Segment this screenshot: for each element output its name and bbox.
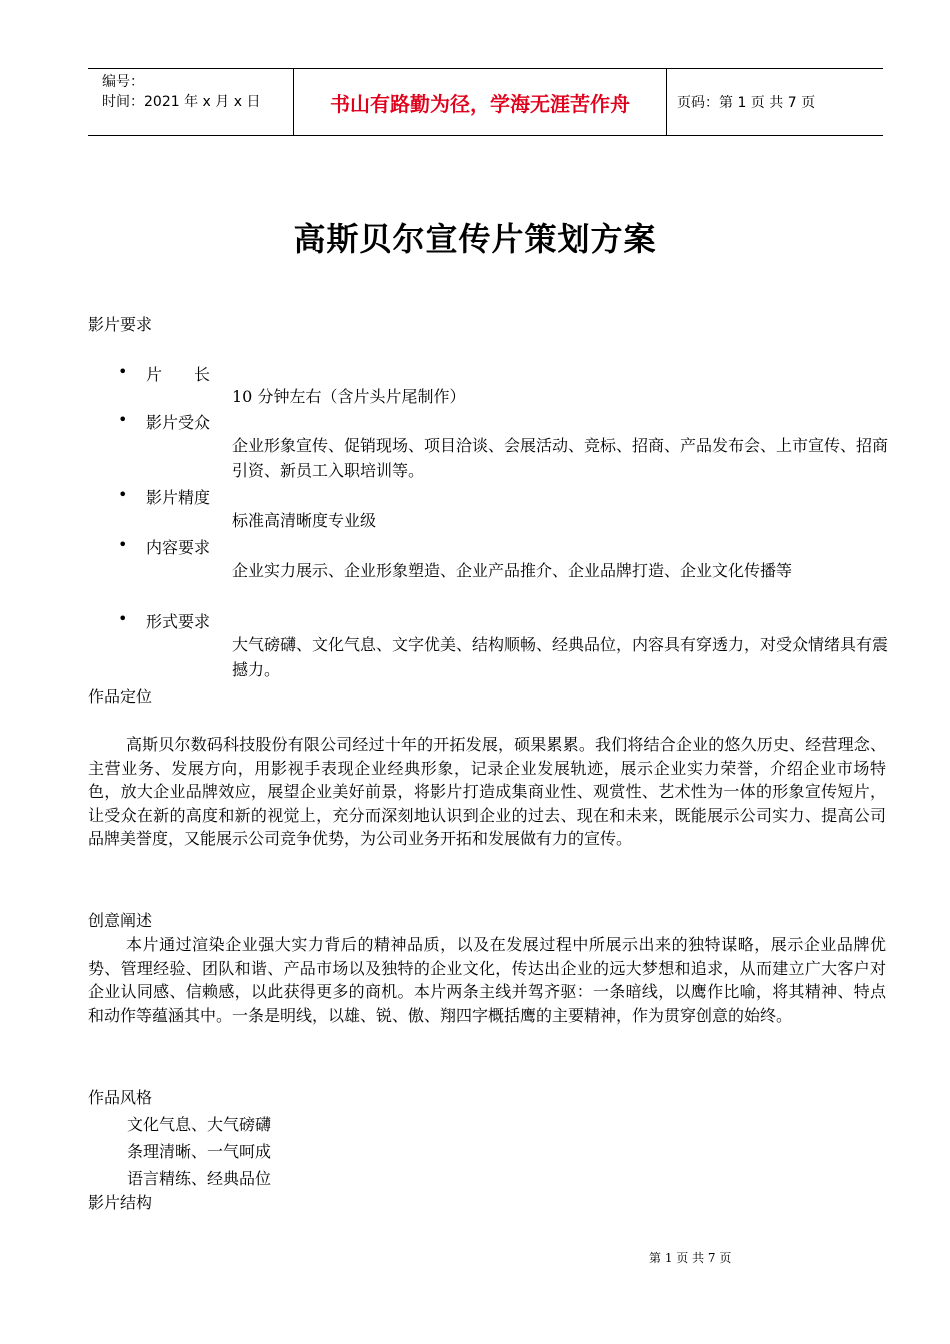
- bullet-icon: •: [118, 485, 128, 504]
- requirement-label: • 内容要求: [118, 535, 211, 557]
- requirement-label: • 形式要求: [118, 609, 211, 631]
- style-item: 条理清晰、一气呵成: [127, 1142, 272, 1161]
- requirement-value: 企业形象宣传、促销现场、项目洽谈、会展活动、竞标、招商、产品发布会、上市宣传、招商引资、新员工入职培训等。: [232, 436, 889, 480]
- header-page-cell: [667, 69, 883, 135]
- document-title: 高斯贝尔宣传片策划方案: [293, 220, 657, 258]
- requirement-value: 大气磅礴、文化气息、文字优美、结构顺畅、经典品位，内容具有穿透力，对受众情绪具有震撼力。: [232, 635, 889, 679]
- requirement-label: • 影片受众: [118, 410, 211, 432]
- creative-paragraph: 本片通过渲染企业强大实力背后的精神品质，以及在发展过程中所展示出来的独特谋略，展示企业品牌优势、管理经验、团队和谐、产品市场以及独特的企业文化，传达出企业的远大梦想和追求，从而建立广大客户对企业认同感、信赖感，以此获得更多的商机。本片两条主线并驾齐驱：一条暗线，以鹰作比喻，将其精神、特点和动作等蕴涵其中。一条是明线，以雄、锐、傲、翔四字概括鹰的主要精神，作为贯穿创意的始终。: [88, 935, 886, 1025]
- style-item: 文化气息、大气磅礴: [127, 1115, 272, 1134]
- bullet-icon: •: [118, 410, 128, 429]
- section-heading-requirements: 影片要求: [88, 315, 153, 334]
- page-number: 页码：第 1 页 共 7 页: [677, 95, 816, 111]
- requirement-label: • 影片精度: [118, 485, 211, 507]
- motto: 书山有路勤为径，学海无涯苦作舟: [330, 91, 630, 116]
- style-item: 语言精练、经典品位: [127, 1169, 272, 1188]
- header-table: [88, 68, 883, 136]
- bullet-icon: •: [118, 609, 128, 628]
- section-heading-structure: 影片结构: [88, 1193, 153, 1212]
- page-footer: 第 1 页 共 7 页: [649, 1251, 732, 1265]
- requirement-value: 标准高清晰度专业级: [232, 511, 377, 530]
- section-heading-creative: 创意阐述: [88, 911, 153, 930]
- section-heading-positioning: 作品定位: [88, 687, 153, 706]
- header-info-cell: [88, 69, 294, 135]
- bullet-icon: •: [118, 535, 128, 554]
- requirement-value: 10 分钟左右（含片头片尾制作）: [232, 387, 466, 406]
- document-number: 编号：: [102, 74, 144, 90]
- section-heading-style: 作品风格: [88, 1088, 153, 1107]
- header-motto-cell: [294, 69, 667, 135]
- positioning-paragraph: 高斯贝尔数码科技股份有限公司经过十年的开拓发展，硕果累累。我们将结合企业的悠久历史、经营理念、主营业务、发展方向，用影视手表现企业经典形象，记录企业发展轨迹，展示企业实力荣誉，介绍企业市场特色，放大企业品牌效应，展望企业美好前景，将影片打造成集商业性、观赏性、艺术性为一体的形象宣传短片，让受众在新的高度和新的视觉上，充分而深刻地认识到企业的过去、现在和未来，既能展示公司实力、提高公司品牌美誉度，又能展示公司竞争优势，为公司业务开拓和发展做有力的宣传。: [88, 735, 886, 849]
- requirement-label: • 片 长: [118, 362, 211, 384]
- bullet-icon: •: [118, 362, 128, 381]
- requirement-value: 企业实力展示、企业形象塑造、企业产品推介、企业品牌打造、企业文化传播等: [232, 561, 793, 580]
- document-time: 时间：2021 年 x 月 x 日: [102, 94, 261, 110]
